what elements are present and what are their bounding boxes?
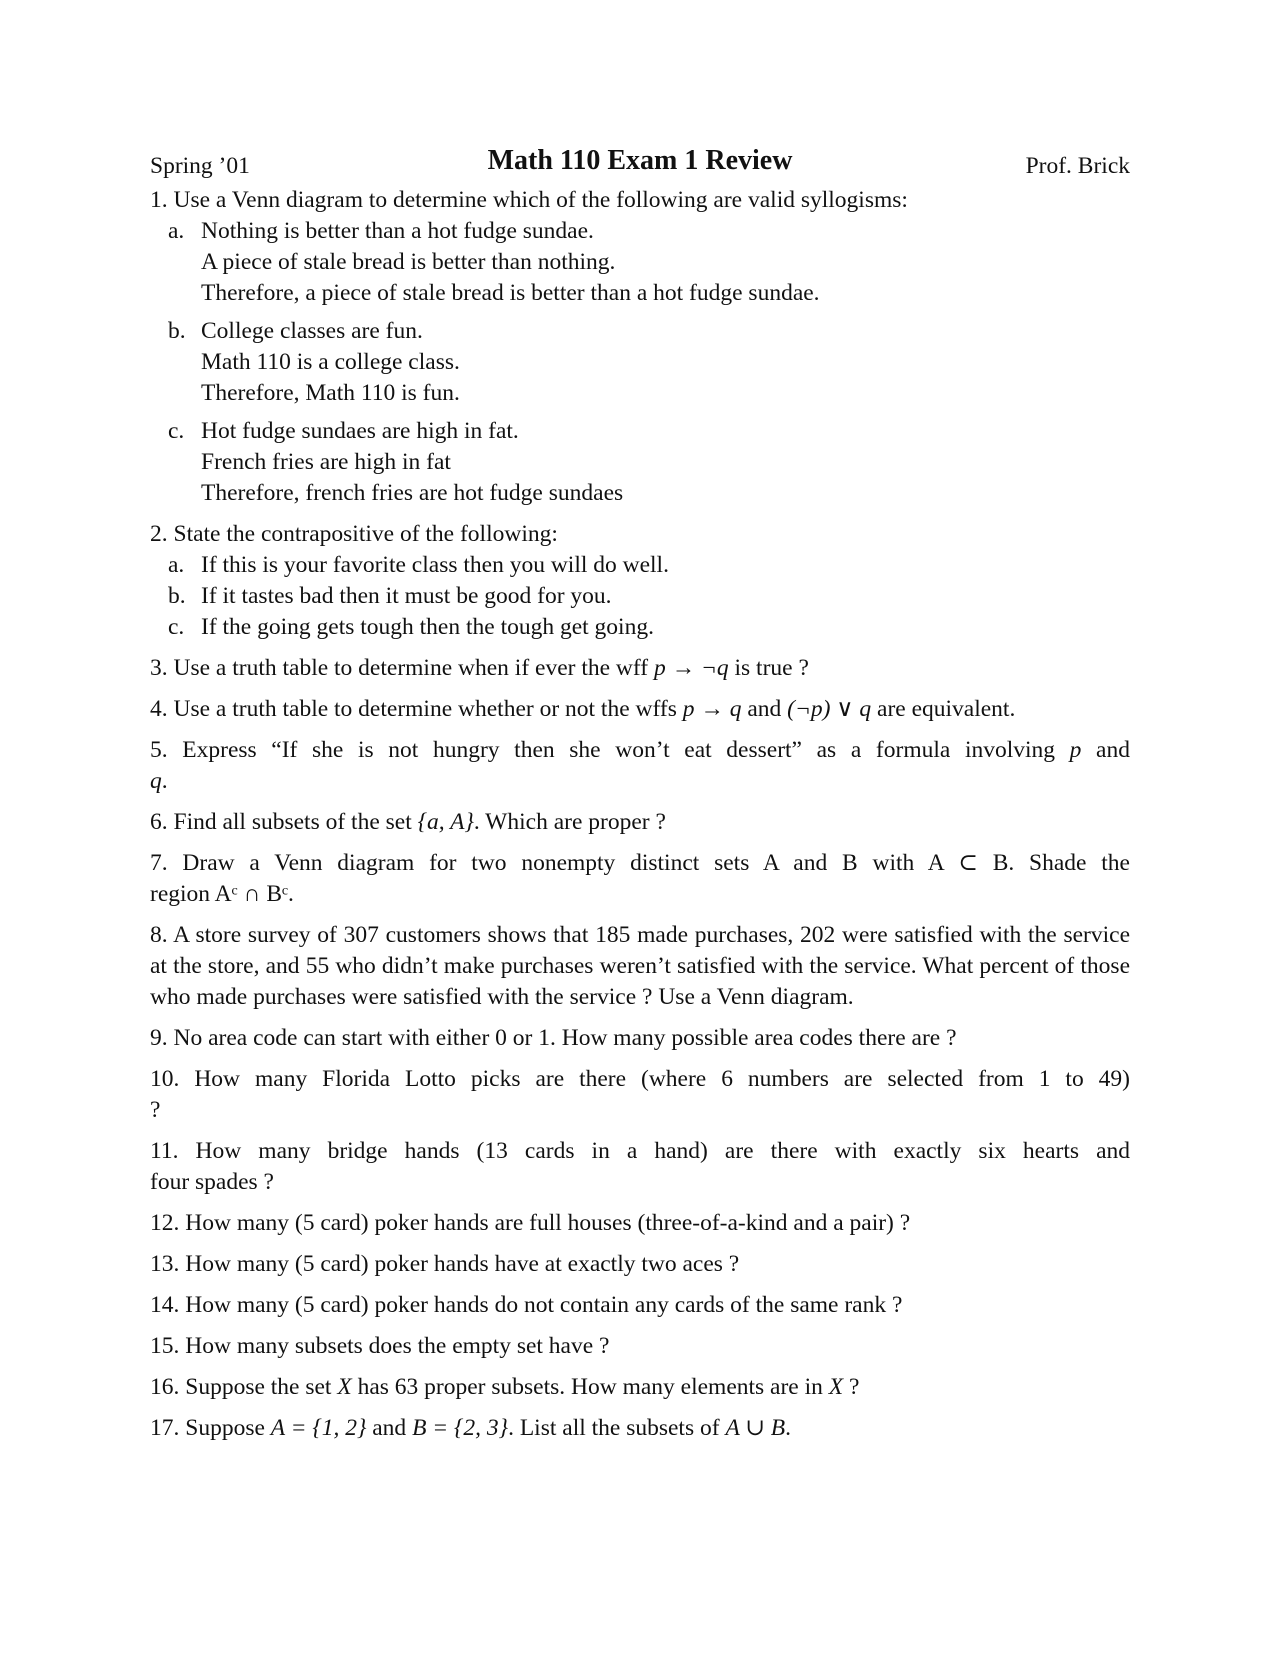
formula: p → ¬q: [654, 655, 729, 681]
problem-8: 8. A store survey of 307 customers shows that 185 made purchases, 202 were satisfied with the service at the store, and 55 who didn’t make purchases weren’t satisfied with the service. What percent of those who made purchases were satisfied with the service ? Use a Venn diagram.: [150, 922, 1130, 1010]
subpart-label: c.: [168, 614, 185, 640]
problem-3-text: 3. Use a truth table to determine when if ever the wff: [150, 655, 654, 681]
set-x: X: [828, 1374, 844, 1400]
problem-17-text-mid-2: . List all the subsets of: [508, 1415, 726, 1441]
problem-5-text: 5. Express “If she is not hungry then she won’t eat dessert” as a formula involving: [150, 737, 1070, 763]
set-b-definition: B = {2, 3}: [412, 1415, 509, 1441]
problem-4-text-mid: and: [741, 696, 788, 722]
problem-10: [150, 1064, 1130, 1126]
set-x: X: [337, 1374, 352, 1400]
problem-10-line-2: ?: [150, 1097, 161, 1123]
page-title: Math 110 Exam 1 Review: [487, 145, 793, 176]
conclusion: Therefore, french fries are hot fudge sundaes: [201, 480, 624, 506]
problem-16-text-end: ?: [843, 1374, 860, 1400]
problem-4-text-end: are equivalent.: [871, 696, 1016, 722]
statement: If it tastes bad then it must be good for you.: [201, 583, 612, 609]
problem-17-text-mid: and: [366, 1415, 413, 1441]
statement: If the going gets tough then the tough get going.: [201, 614, 654, 640]
problem-2: [150, 519, 1130, 643]
set: {a, A}: [417, 809, 474, 835]
problem-2c: [150, 612, 1130, 643]
formula-2: (¬p) ∨ q: [787, 696, 872, 722]
problem-1: [150, 185, 1130, 509]
instructor-name: Prof. Brick: [1025, 153, 1130, 179]
problem-16-text-mid: has 63 proper subsets. How many elements are in: [351, 1374, 829, 1400]
problem-16-text: 16. Suppose the set: [150, 1374, 338, 1400]
problem-17: [150, 1413, 1130, 1444]
problem-7: [150, 848, 1130, 910]
problem-2b: [150, 581, 1130, 612]
problem-5: [150, 735, 1130, 797]
premise-2: Math 110 is a college class.: [201, 349, 460, 375]
problem-1-stem: 1. Use a Venn diagram to determine which of the following are valid syllogisms:: [150, 187, 908, 213]
page-header: [150, 145, 1130, 181]
premise-2: French fries are high in fat: [201, 449, 451, 475]
problem-17-text-end: .: [785, 1415, 792, 1441]
subpart-label: a.: [168, 552, 185, 578]
problem-7-line-2: region Aᶜ ∩ Bᶜ.: [150, 881, 294, 907]
problem-1c: [150, 416, 1130, 509]
subpart-label: c.: [168, 418, 185, 444]
problem-15: 15. How many subsets does the empty set have ?: [150, 1333, 610, 1359]
exam-review-page: [150, 145, 1130, 1444]
problem-1b: [150, 316, 1130, 409]
semester-label: Spring ’01: [150, 153, 250, 179]
subpart-label: b.: [168, 583, 186, 609]
premise-1: Hot fudge sundaes are high in fat.: [201, 418, 519, 444]
problem-11: [150, 1136, 1130, 1198]
problem-3-text-end: is true ?: [728, 655, 809, 681]
problem-1a: [150, 216, 1130, 309]
problem-4-text: 4. Use a truth table to determine whether or not the wffs: [150, 696, 683, 722]
formula-1: p → q: [682, 696, 742, 722]
problem-3: [150, 653, 1130, 684]
problem-16: [150, 1372, 1130, 1403]
problem-5-text-mid: and: [1081, 737, 1130, 763]
problem-13: 13. How many (5 card) poker hands have at exactly two aces ?: [150, 1251, 740, 1277]
union-expression: A ∪ B: [725, 1415, 786, 1441]
problem-12: 12. How many (5 card) poker hands are full houses (three-of-a-kind and a pair) ?: [150, 1210, 911, 1236]
problem-14: 14. How many (5 card) poker hands do not contain any cards of the same rank ?: [150, 1292, 903, 1318]
problem-10-line-1: 10. How many Florida Lotto picks are there (where 6 numbers are selected from 1 to 49): [150, 1066, 1130, 1092]
problem-9: 9. No area code can start with either 0 or 1. How many possible area codes there are ?: [150, 1025, 957, 1051]
problem-5-line-1: [150, 735, 1130, 766]
problem-6-text-end: . Which are proper ?: [473, 809, 666, 835]
subpart-label: a.: [168, 218, 185, 244]
variable-p: p: [1069, 737, 1082, 763]
problem-2-stem: 2. State the contrapositive of the following:: [150, 521, 558, 547]
subpart-label: b.: [168, 318, 186, 344]
premise-1: College classes are fun.: [201, 318, 423, 344]
statement: If this is your favorite class then you will do well.: [201, 552, 669, 578]
problem-17-text: 17. Suppose: [150, 1415, 271, 1441]
premise-1: Nothing is better than a hot fudge sundae.: [201, 218, 594, 244]
problem-4: [150, 694, 1130, 725]
problem-7-line-1: 7. Draw a Venn diagram for two nonempty distinct sets A and B with A ⊂ B. Shade the: [150, 850, 1130, 876]
conclusion: Therefore, Math 110 is fun.: [201, 380, 460, 406]
problem-5-text-end: .: [161, 768, 168, 794]
problem-5-line-2: [150, 766, 1130, 797]
set-a-definition: A = {1, 2}: [270, 1415, 367, 1441]
problem-6: [150, 807, 1130, 838]
problem-2a: [150, 550, 1130, 581]
problem-11-line-1: 11. How many bridge hands (13 cards in a hand) are there with exactly six hearts and: [150, 1138, 1130, 1164]
variable-q: q: [150, 768, 162, 794]
problem-11-line-2: four spades ?: [150, 1169, 274, 1195]
conclusion: Therefore, a piece of stale bread is better than a hot fudge sundae.: [201, 280, 820, 306]
problem-6-text: 6. Find all subsets of the set: [150, 809, 418, 835]
premise-2: A piece of stale bread is better than nothing.: [201, 249, 616, 275]
